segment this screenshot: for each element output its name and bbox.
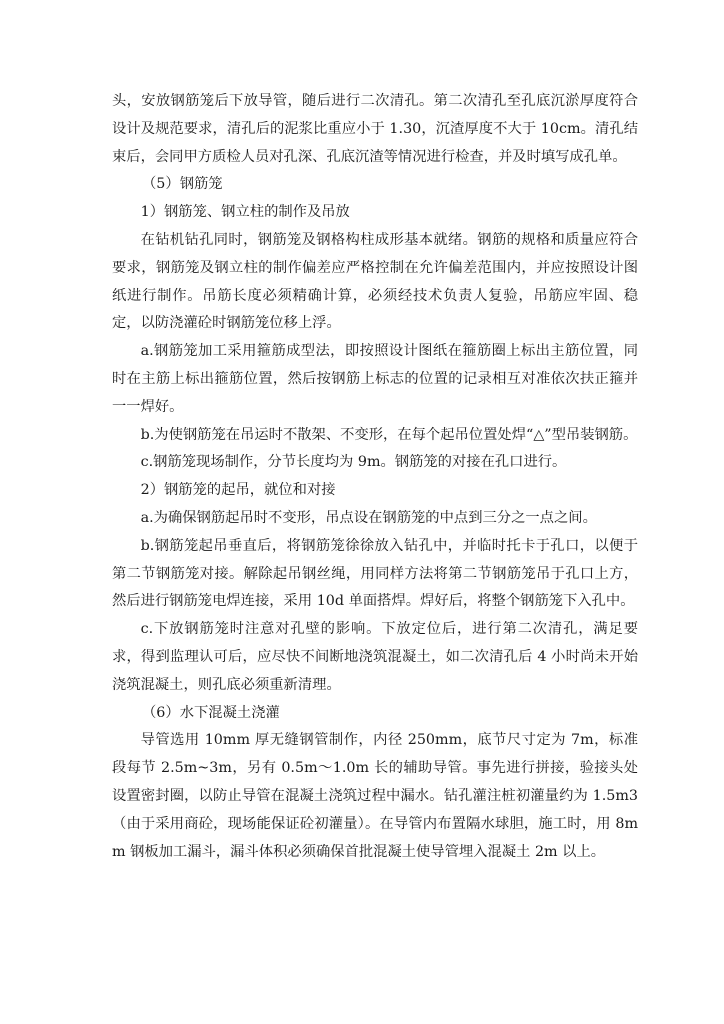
section-heading-underwater-concrete: （6）水下混凝土浇灌 [142,704,280,721]
paragraph-tremie-pipe: 导管选用 10mm 厚无缝钢管制作，内径 250mm，底节尺寸定为 7m，标准段每节 2.5m~3m，另有 0.5m～1.0m 长的辅助导管。事先进行拼接，验接头处设置密封圈，以防止导管在混凝土浇筑过程中漏水。钻孔灌注桩初灌量约为 1.5m3（由于采用商砼，现场能保证砼初灌量）。在导管内布置隔水球胆，施工时，用 8mm 钢板加工漏斗，漏斗体积必须确保首批混凝土使导管埋入混凝土 2m 以上。 [112,732,638,860]
document-body [112,88,638,866]
list-item-b-lowering-welding: b.钢筋笼起吊垂直后，将钢筋笼徐徐放入钻孔中，并临时托卡于孔口，以便于第二节钢筋笼对接。解除起吊钢丝绳，用同样方法将第二节钢筋笼吊于孔口上方，然后进行钢筋笼电焊连接，采用 10d 单面搭焊。焊好后，将整个钢筋笼下入孔中。 [112,537,638,610]
paragraph-fabrication-requirements: 在钻机钻孔同时，钢筋笼及钢格构柱成形基本就绪。钢筋的规格和质量应符合要求，钢筋笼及钢立柱的制作偏差应严格控制在允许偏差范围内，并应按照设计图纸进行制作。吊筋长度必须精确计算，必须经技术负责人复验，吊筋应牢固、稳定，以防浇灌砼时钢筋笼位移上浮。 [112,231,638,332]
subsection-heading-fabrication: 1）钢筋笼、钢立柱的制作及吊放 [140,204,350,221]
list-item-a-lifting-points: a.为确保钢筋起吊时不变形，吊点设在钢筋笼的中点到三分之一点之间。 [140,509,597,526]
list-item-b-lifting-bars: b.为使钢筋笼在吊运时不散架、不变形，在每个起吊位置处焊“△”型吊装钢筋。 [140,426,638,443]
paragraph-hole-cleaning-continued: 头，安放钢筋笼后下放导管，随后进行二次清孔。第二次清孔至孔底沉淤厚度符合设计及规范要求，清孔后的泥浆比重应小于 1.30，沉渣厚度不大于 10cm。清孔结束后，会同甲方质检人员对孔深、孔底沉渣等情况进行检查，并及时填写成孔单。 [112,93,638,165]
subsection-heading-lifting: 2）钢筋笼的起吊，就位和对接 [140,482,336,499]
list-item-c-second-cleaning: c.下放钢筋笼时注意对孔壁的影响。下放定位后，进行第二次清孔，满足要求，得到监理认可后，应尽快不间断地浇筑混凝土，如二次清孔后 4 小时尚未开始浇筑混凝土，则孔底必须重新清理。 [112,621,638,693]
section-heading-rebar-cage: （5）钢筋笼 [142,176,223,193]
list-item-a-stirrup-method: a.钢筋笼加工采用箍筋成型法，即按照设计图纸在箍筋圈上标出主筋位置，同时在主筋上标出箍筋位置，然后按钢筋上标志的位置的记录相互对准依次扶正箍并一一焊好。 [112,343,638,415]
list-item-c-segment-length: c.钢筋笼现场制作，分节长度均为 9m。钢筋笼的对接在孔口进行。 [140,454,567,471]
